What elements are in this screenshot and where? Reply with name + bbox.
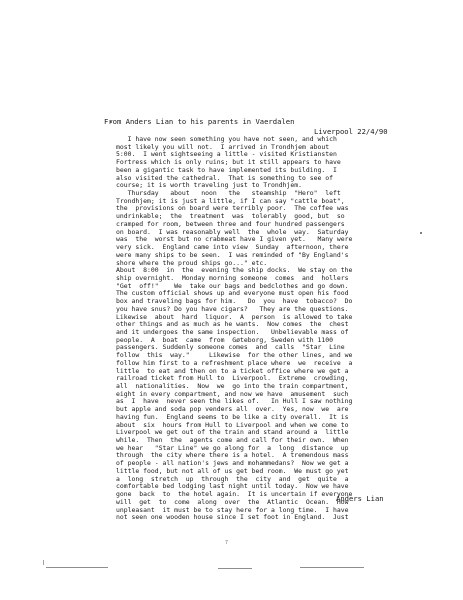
- letter-line: was the worst but no crabmeat have I given yet. Many were: [116, 236, 353, 244]
- letter-line: About 8:00 in the evening the ship docks. We stay on the: [116, 267, 353, 275]
- letter-line: through the city where there is a hotel. A tremendous mass: [116, 452, 349, 460]
- letter-line: about six hours from Hull to Liverpool and when we come to: [116, 421, 349, 429]
- letter-line: passengers. Suddenly someone comes and calls "Star Line: [116, 344, 345, 352]
- letter-line: little food, but not all of us get bed room. We must go yet: [116, 467, 349, 475]
- letter-line: been a gigantic task to have implemented its building. I: [116, 166, 337, 174]
- letter-line: course; it is worth traveling just to Trondhjem.: [116, 182, 303, 190]
- letter-line: most likely you will not. I arrived in Trondhjem about: [116, 143, 330, 151]
- letter-line: Fortress which is only ruins; but it still appears to have: [116, 159, 341, 167]
- page-number: 7: [225, 540, 229, 546]
- letter-line: The custom official shows up and everyone must open his food: [116, 290, 349, 298]
- letter-line: people. A boat came from Gøteborg, Sweden with 1100: [116, 336, 334, 344]
- letter-line: comfortable bed lodging last night until today. Now we have: [116, 483, 349, 491]
- letter-line: unpleasant it must be to stay here for a long time. I have: [116, 506, 349, 514]
- letter-line: but apple and soda pop venders all over. Yes, now we are: [116, 406, 349, 414]
- scan-rule-right: [300, 567, 364, 568]
- letter-line: also visited the cathedral. That is something to see of: [116, 174, 334, 182]
- letter-line: as I have never seen the likes of. In Hull I saw nothing: [116, 398, 353, 406]
- letter-line: Trondhjem; it is just a little, if I can say "cattle boat",: [116, 197, 345, 205]
- letter-line: were many ships to be seen. I was reminded of "By England's: [116, 251, 349, 259]
- letter-line: undrinkable; the treatment was tolerably good, but so: [116, 213, 345, 221]
- letter-line: we hear "Star Line" we go along for a long distance up: [116, 444, 349, 452]
- letter-line: on board. I was reasonably well the whole way. Saturday: [116, 228, 349, 236]
- letter-line: will get to come along over the Atlantic Ocean. How: [116, 498, 349, 506]
- scan-tick-mark: [43, 560, 44, 565]
- letter-line: follow this way." Likewise for the other lines, and we: [116, 352, 353, 360]
- letter-line: cramped for room, between three and four hundred passengers: [116, 220, 345, 228]
- scan-rule-left: [46, 567, 108, 568]
- letter-line: I have now seen something you have not seen, and which: [116, 136, 337, 143]
- letter-line: follow him first to a refreshment place where we receive a: [116, 359, 353, 367]
- letter-line: Likewise about hard liquor. A person is allowed to take: [116, 313, 353, 321]
- letter-line: other things and as much as he wants. Now comes the chest: [116, 321, 349, 329]
- letter-line: "Get off!" We take our bags and bedclothes and go down.: [116, 282, 349, 290]
- letter-line: while. Then the agents come and call for their own. When: [116, 437, 349, 445]
- letter-line: Liverpool we get out of the train and stand around a little: [116, 429, 349, 437]
- letter-line: not seen one wooden house since I set foot in England. Just: [116, 514, 349, 522]
- letter-line: and it undergoes the same inspection. Unbelievable mass of: [116, 328, 349, 336]
- letter-line: all nationalities. Now we go into the train compartment,: [116, 383, 349, 390]
- signature-name: Anders Lian: [336, 494, 384, 503]
- letter-line: gone back to the hotel again. It is uncertain if everyone: [116, 491, 353, 499]
- letter-line: 5:00. I went sightseeing a little - visited Kristiansten: [116, 151, 337, 159]
- letter-line: railroad ticket from Hull to Liverpool. Extreme crowding,: [116, 375, 349, 383]
- letter-body: [116, 136, 436, 522]
- place-and-date: Liverpool 22/4/90: [314, 127, 388, 136]
- letter-line: a long stretch up through the city and get quite a: [116, 475, 349, 483]
- letter-line: very sick. England came into view Sunday afternoon, there: [116, 244, 349, 252]
- letter-line: Thursday about noon the steamship "Hero" left: [116, 190, 341, 198]
- letter-line: little to eat and then on to a ticket office where we get a: [116, 367, 349, 375]
- letter-heading: From Anders Lian to his parents in Vaerdalen: [104, 117, 295, 126]
- letter-line: you have snus? Do you have cigars? They are the questions.: [116, 305, 349, 313]
- scan-rule-middle: [218, 568, 252, 569]
- letter-line: the provisions on board were terribly poor. The coffee was: [116, 205, 349, 213]
- letter-line: eight in every compartment, and now we have amusement such: [116, 390, 349, 398]
- letter-line: ship overnight. Monday morning someone comes and hollers: [116, 274, 349, 282]
- letter-line: box and traveling bags for him. Do you have tobacco? Do: [116, 298, 353, 306]
- letter-line: having fun. England seems to be like a city overall. It is: [116, 413, 349, 421]
- letter-line: of people - all nation's jews and mohammedans? Now we get a: [116, 460, 349, 468]
- letter-line: shore where the proud ships go..." etc.: [116, 259, 268, 267]
